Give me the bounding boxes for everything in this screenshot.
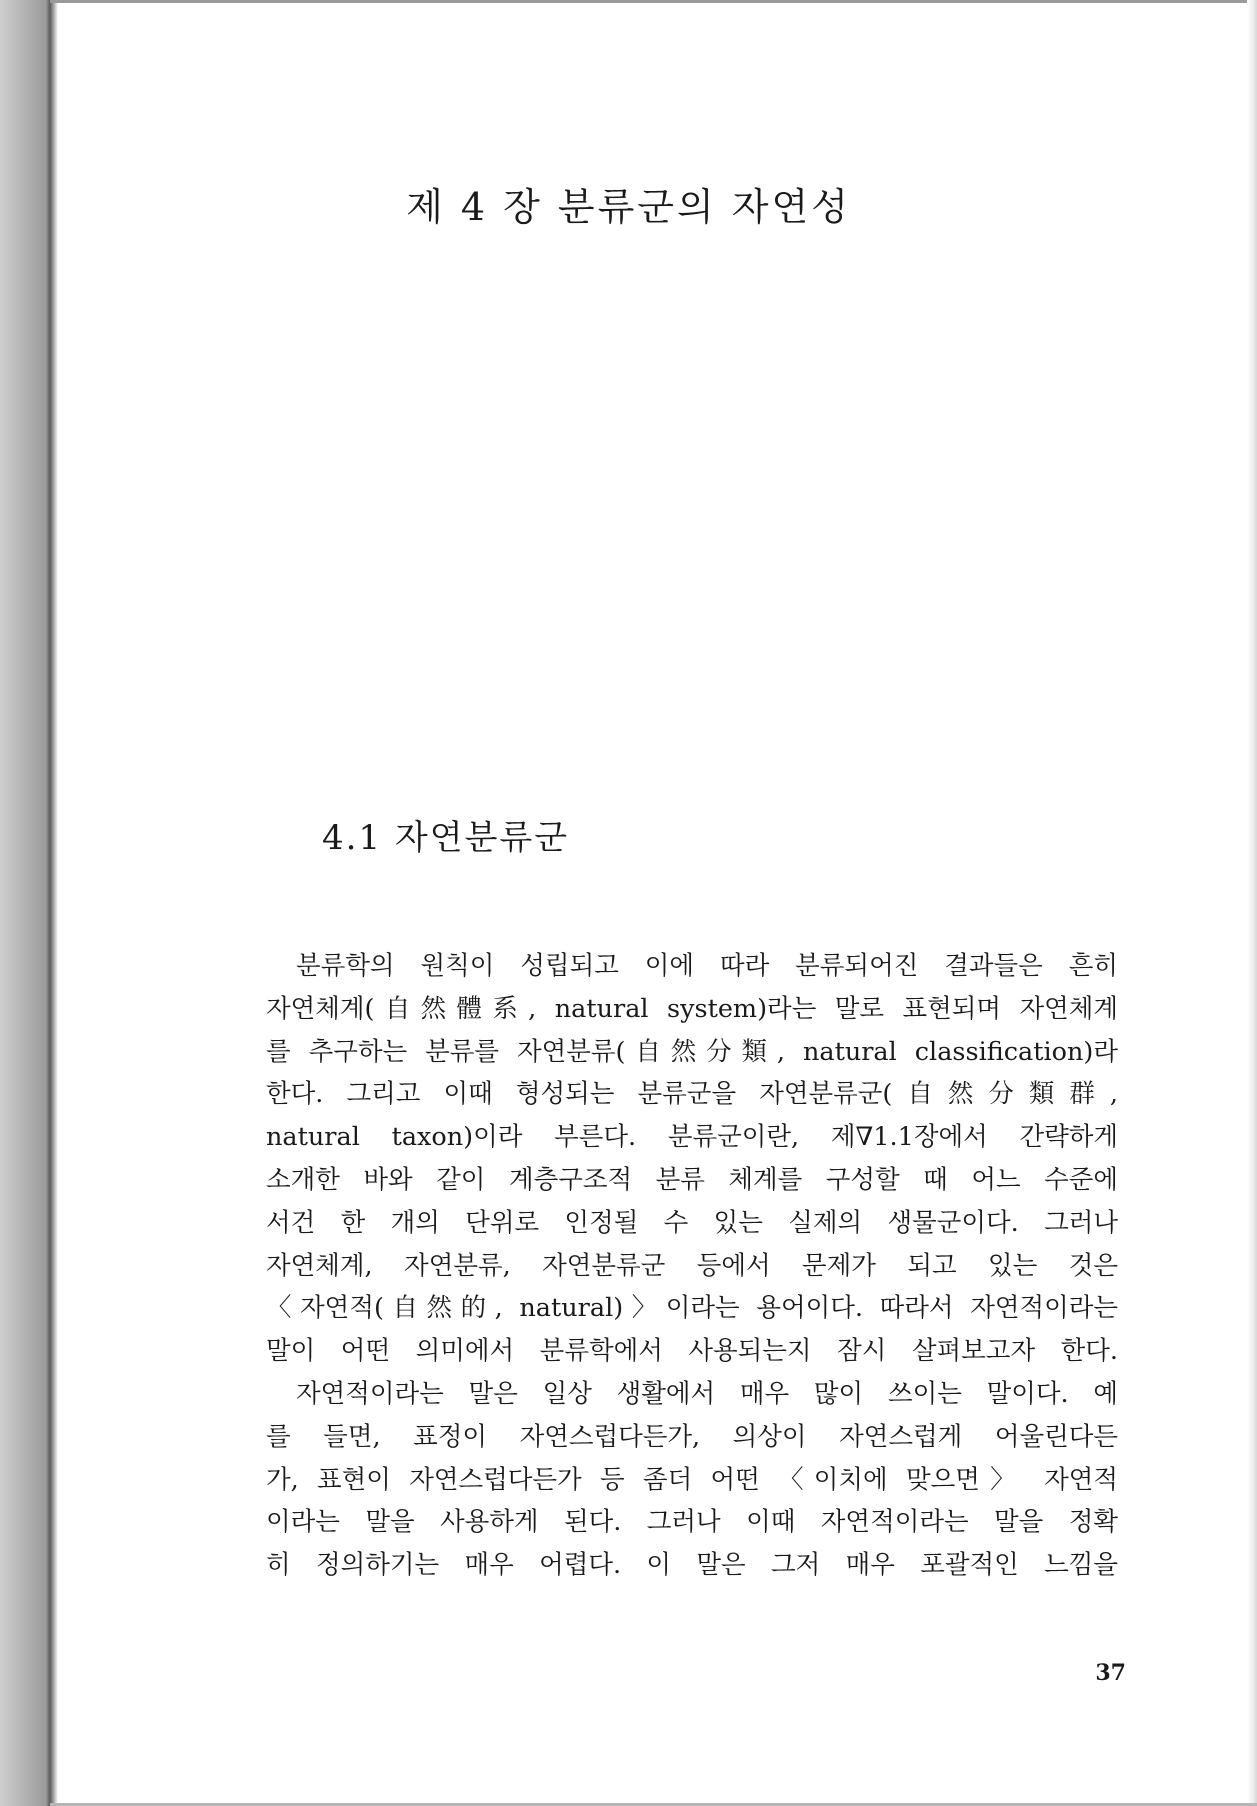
text-line: 한다. 그리고 이때 형성되는 분류군을 자연분류군(自然分類群, [266,1079,1118,1110]
text-line: 가, 표현이 자연스럽다든가 등 좀더 어떤 〈이치에 맞으면〉 자연적 [266,1464,1118,1495]
page-right-edge [1247,0,1257,1806]
page-top-edge [50,0,1257,3]
text-line: 히 정의하기는 매우 어렵다. 이 말은 그저 매우 포괄적인 느낌을 [266,1550,1118,1581]
text-line: 를 추구하는 분류를 자연분류(自然分類, natural classification)라 [266,1036,1118,1067]
text-line: 이라는 말을 사용하게 된다. 그러나 이때 자연적이라는 말을 정확 [266,1507,1118,1538]
body-text [266,945,1118,1587]
section-title: 4.1 자연분류군 [322,818,570,858]
text-line: 자연체계(自然體系, natural system)라는 말로 표현되며 자연체계 [266,993,1118,1024]
text-line: 자연적이라는 말은 일상 생활에서 매우 많이 쓰이는 말이다. 예 [296,1378,1118,1409]
text-line: natural taxon)이라 부른다. 분류군이란, 제∇1.1장에서 간략하게 [266,1122,1118,1153]
text-line: 를 들면, 표정이 자연스럽다든가, 의상이 자연스럽게 어울린다든 [266,1421,1118,1452]
text-line: 자연체계, 자연분류, 자연분류군 등에서 문제가 되고 있는 것은 [266,1250,1118,1281]
text-line: 말이 어떤 의미에서 분류학에서 사용되는지 잠시 살펴보고자 한다. [266,1336,1118,1367]
page-number: 37 [1095,1660,1126,1686]
text-line: 소개한 바와 같이 계층구조적 분류 체계를 구성할 때 어느 수준에 [266,1164,1118,1195]
chapter-title: 제 4 장 분류군의 자연성 [406,185,851,229]
text-line: 서건 한 개의 단위로 인정될 수 있는 실제의 생물군이다. 그러나 [266,1207,1118,1238]
book-spine-shadow [0,0,58,1806]
text-line: 분류학의 원칙이 성립되고 이에 따라 분류되어진 결과들은 흔히 [296,951,1118,981]
text-line: 〈자연적(自然的, natural)〉이라는 용어이다. 따라서 자연적이라는 [266,1293,1118,1324]
